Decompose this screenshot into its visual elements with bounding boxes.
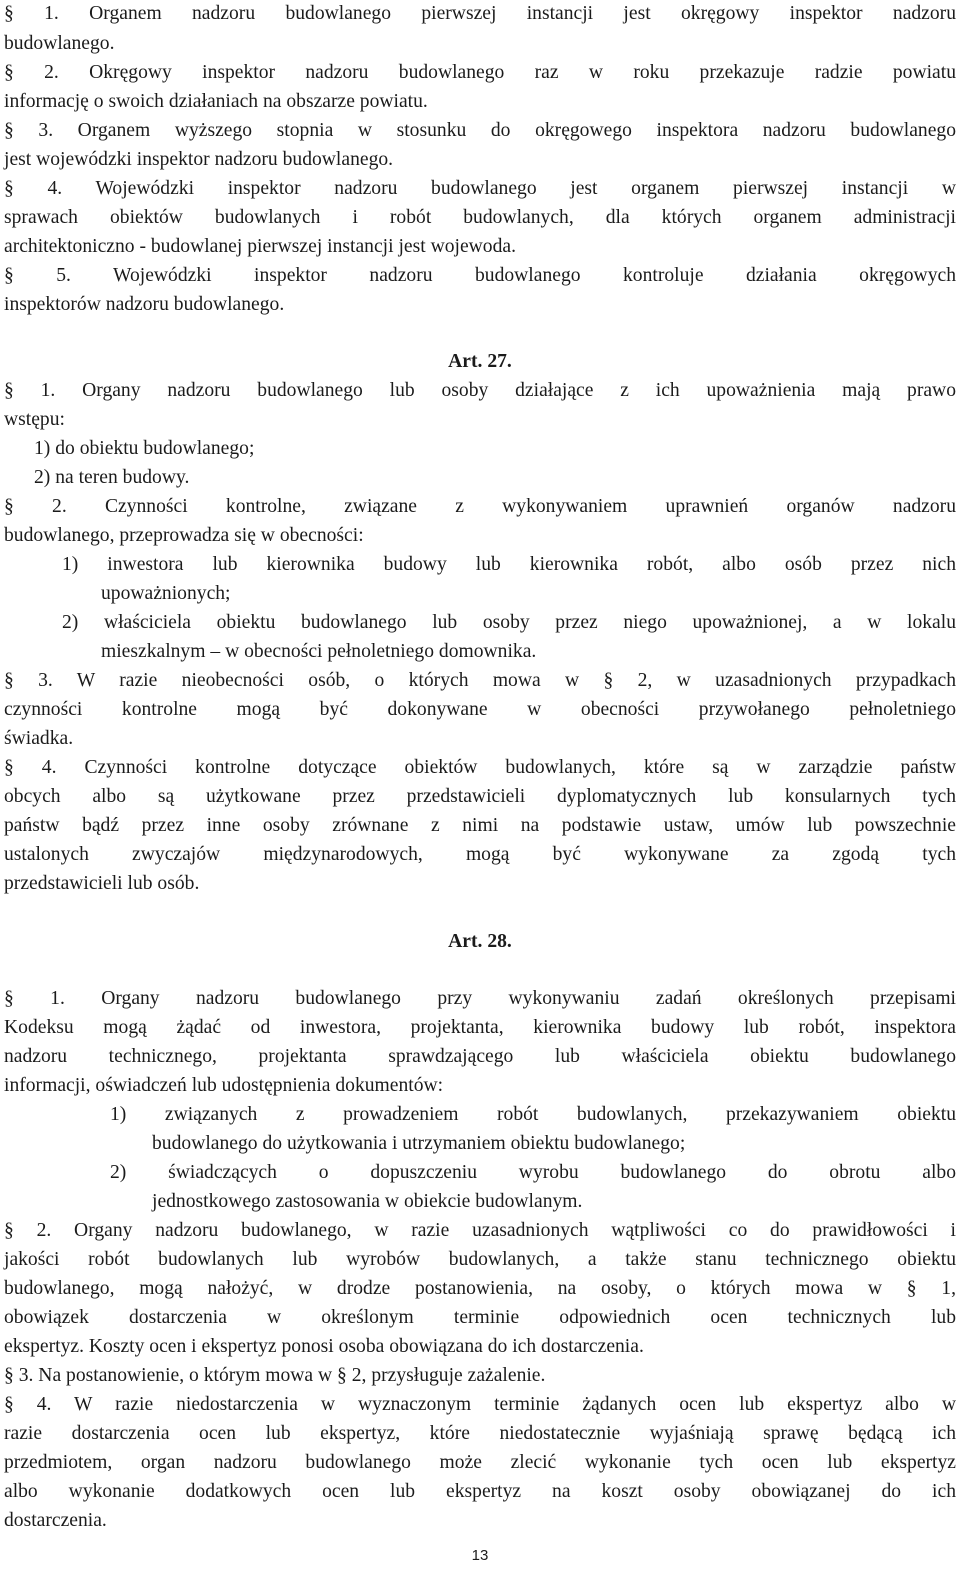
text-line: przedmiotem, organ nadzoru budowlanego może zlecić wykonanie tych ocen lub ekspertyz <box>4 1452 956 1473</box>
text-line: jakości robót budowlanych lub wyrobów budowlanych, a także stanu technicznego obiektu <box>4 1249 956 1270</box>
list-item-continuation: mieszkalnym – w obecności pełnoletniego domownika. <box>101 641 537 662</box>
text-line: państw bądź przez inne osoby zrównane z nimi na podstawie ustaw, umów lub powszechnie <box>4 815 956 836</box>
text-line: nadzoru technicznego, projektanta sprawdzającego lub właściciela obiektu budowlanego <box>4 1046 956 1067</box>
text-line: architektoniczno - budowlanej pierwszej instancji jest wojewoda. <box>4 236 516 257</box>
text-line: § 1. Organy nadzoru budowlanego lub osoby działające z ich upoważnienia mają prawo <box>4 380 956 401</box>
text-line: razie dostarczenia ocen lub ekspertyz, które niedostatecznie wyjaśniają sprawę będącą ich <box>4 1423 956 1444</box>
text-line: obowiązek dostarczenia w określonym terminie odpowiednich ocen technicznych lub <box>4 1307 956 1328</box>
text-line: inspektorów nadzoru budowlanego. <box>4 294 285 315</box>
text-line: § 5. Wojewódzki inspektor nadzoru budowlanego kontroluje działania okręgowych <box>4 265 956 286</box>
list-item-continuation: jednostkowego zastosowania w obiekcie budowlanym. <box>152 1191 583 1212</box>
list-item: 2) na teren budowy. <box>34 467 190 488</box>
text-line: § 1. Organy nadzoru budowlanego przy wykonywaniu zadań określonych przepisami <box>4 988 956 1009</box>
text-line: jest wojewódzki inspektor nadzoru budowlanego. <box>4 149 394 170</box>
page-number: 13 <box>471 1547 489 1564</box>
text-line: informację o swoich działaniach na obszarze powiatu. <box>4 91 428 112</box>
list-item: 2) właściciela obiektu budowlanego lub osoby przez niego upoważnionej, a w lokalu <box>62 612 956 633</box>
text-line: albo wykonanie dodatkowych ocen lub ekspertyz na koszt osoby obowiązanej do ich <box>4 1481 956 1502</box>
article-title: Art. 28. <box>448 931 512 952</box>
list-item-continuation: budowlanego do użytkowania i utrzymaniem obiektu budowlanego; <box>152 1133 686 1154</box>
text-line: § 3. W razie nieobecności osób, o których mowa w § 2, w uzasadnionych przypadkach <box>4 670 956 691</box>
text-line: § 4. W razie niedostarczenia w wyznaczonym terminie żądanych ocen lub ekspertyz albo w <box>4 1394 956 1415</box>
text-line: § 3. Organem wyższego stopnia w stosunku do okręgowego inspektora nadzoru budowlanego <box>4 120 956 141</box>
text-line: § 2. Czynności kontrolne, związane z wykonywaniem uprawnień organów nadzoru <box>4 496 956 517</box>
text-line: czynności kontrolne mogą być dokonywane w obecności przywołanego pełnoletniego <box>4 699 956 720</box>
list-item: 1) do obiektu budowlanego; <box>34 438 255 459</box>
article-title: Art. 27. <box>448 351 512 372</box>
text-line: § 4. Czynności kontrolne dotyczące obiektów budowlanych, które są w zarządzie państw <box>4 757 956 778</box>
text-line: informacji, oświadczeń lub udostępnienia dokumentów: <box>4 1075 444 1096</box>
text-line: ustalonych zwyczajów międzynarodowych, mogą być wykonywane za zgodą tych <box>4 844 956 865</box>
text-line: sprawach obiektów budowlanych i robót budowlanych, dla których organem administracji <box>4 207 956 228</box>
list-item: 1) inwestora lub kierownika budowy lub kierownika robót, albo osób przez nich <box>62 554 956 575</box>
text-line: wstępu: <box>4 409 65 430</box>
text-line: świadka. <box>4 728 74 749</box>
text-line: przedstawicieli lub osób. <box>4 873 200 894</box>
text-line: § 4. Wojewódzki inspektor nadzoru budowlanego jest organem pierwszej instancji w <box>4 178 956 199</box>
text-line: § 3. Na postanowienie, o którym mowa w § 2, przysługuje zażalenie. <box>4 1365 546 1386</box>
text-line: § 2. Organy nadzoru budowlanego, w razie uzasadnionych wątpliwości co do prawidłowości i <box>4 1220 956 1241</box>
text-line: dostarczenia. <box>4 1510 107 1531</box>
text-line: § 2. Okręgowy inspektor nadzoru budowlanego raz w roku przekazuje radzie powiatu <box>4 62 956 83</box>
list-item-continuation: upoważnionych; <box>101 583 231 604</box>
text-line: budowlanego. <box>4 33 115 54</box>
text-line: obcych albo są użytkowane przez przedstawicieli dyplomatycznych lub konsularnych tych <box>4 786 956 807</box>
list-item: 2) świadczących o dopuszczeniu wyrobu budowlanego do obrotu albo <box>110 1162 956 1183</box>
text-line: budowlanego, przeprowadza się w obecności: <box>4 525 364 546</box>
text-line: Kodeksu mogą żądać od inwestora, projektanta, kierownika budowy lub robót, inspektora <box>4 1017 956 1038</box>
list-item: 1) związanych z prowadzeniem robót budowlanych, przekazywaniem obiektu <box>110 1104 956 1125</box>
text-line: ekspertyz. Koszty ocen i ekspertyz ponosi osoba obowiązana do ich dostarczenia. <box>4 1336 644 1357</box>
text-line: § 1. Organem nadzoru budowlanego pierwszej instancji jest okręgowy inspektor nadzoru <box>4 3 956 24</box>
text-line: budowlanego, mogą nałożyć, w drodze postanowienia, na osoby, o których mowa w § 1, <box>4 1278 956 1299</box>
